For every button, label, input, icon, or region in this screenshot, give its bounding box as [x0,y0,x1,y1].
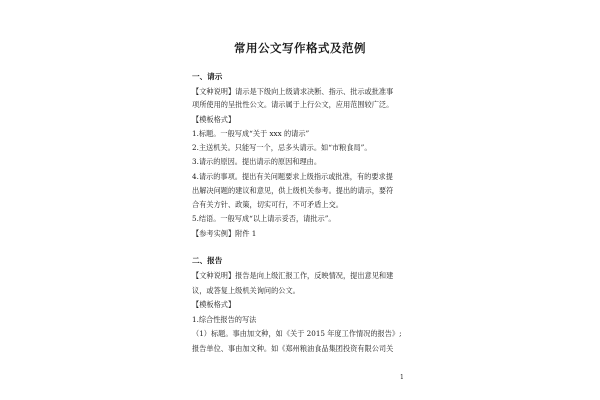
text-line: 5.结语。一般写成“以上请示妥否，请批示”。 [192,214,336,223]
text-line: 出解决问题的建议和意见，供上级机关参考。提出的请示，要符 [192,186,394,195]
text-line: 项所使用的呈批性公文。请示属于上行公文，应用范围较广泛。 [192,100,394,109]
text-line: 【模板格式】 [192,115,236,124]
text-line: 【参考实例】附件 1 [192,229,257,238]
text-line: 2.主送机关。只能写一个，忌多头请示。如“市粮食局”。 [192,143,372,152]
text-line: 3.请示的原因。提出请示的原因和理由。 [192,157,322,166]
text-line: 报告单位、事由加文种。如《郑州粮油食品集团投资有限公司关 [192,344,394,353]
text-line: 合有关方针、政策，切实可行，不可矛盾上交。 [192,200,343,209]
document-title: 常用公文写作格式及范例 [234,41,366,55]
page-number: 1 [400,374,404,381]
text-line: 【模板格式】 [192,300,236,309]
text-line: 1.综合性报告的写法 [192,315,257,324]
text-line: 【文种说明】报告是向上级汇报工作，反映情况，提出意见和建 [192,271,394,280]
text-line: 4.请示的事项。提出有关问题要求上级指示或批准，有的要求提 [192,172,393,181]
text-line: 【文种说明】请示是下级向上级请求决断、指示、批示或批准事 [192,87,394,96]
section-heading-request: 一、请示 [192,72,223,81]
text-line: 议，或答复上级机关询问的公文。 [192,286,300,295]
section-heading-report: 二、报告 [192,256,223,265]
text-line: （1）标题。事由加文种，如《关于 2015 年度工作情况的报告》; [192,329,402,338]
text-line: 1.标题。一般写成“关于 xxx 的请示” [192,129,310,138]
